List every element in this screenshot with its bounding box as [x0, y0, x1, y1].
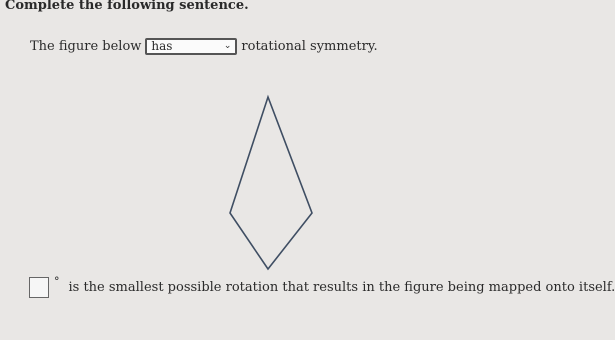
- chevron-down-icon: ⌄: [223, 40, 232, 51]
- degree-symbol: °: [54, 275, 60, 288]
- answer-text: is the smallest possible rotation that results in the figure being mapped onto itself.: [68, 280, 615, 295]
- kite-shape: [230, 97, 312, 269]
- dropdown-value: has: [151, 39, 173, 53]
- sentence-before: The figure below: [30, 38, 142, 54]
- instruction-text: Complete the following sentence.: [5, 0, 249, 13]
- rotation-answer-input[interactable]: [29, 277, 49, 298]
- answer-row: [29, 277, 615, 298]
- sentence-after: rotational symmetry.: [241, 38, 378, 54]
